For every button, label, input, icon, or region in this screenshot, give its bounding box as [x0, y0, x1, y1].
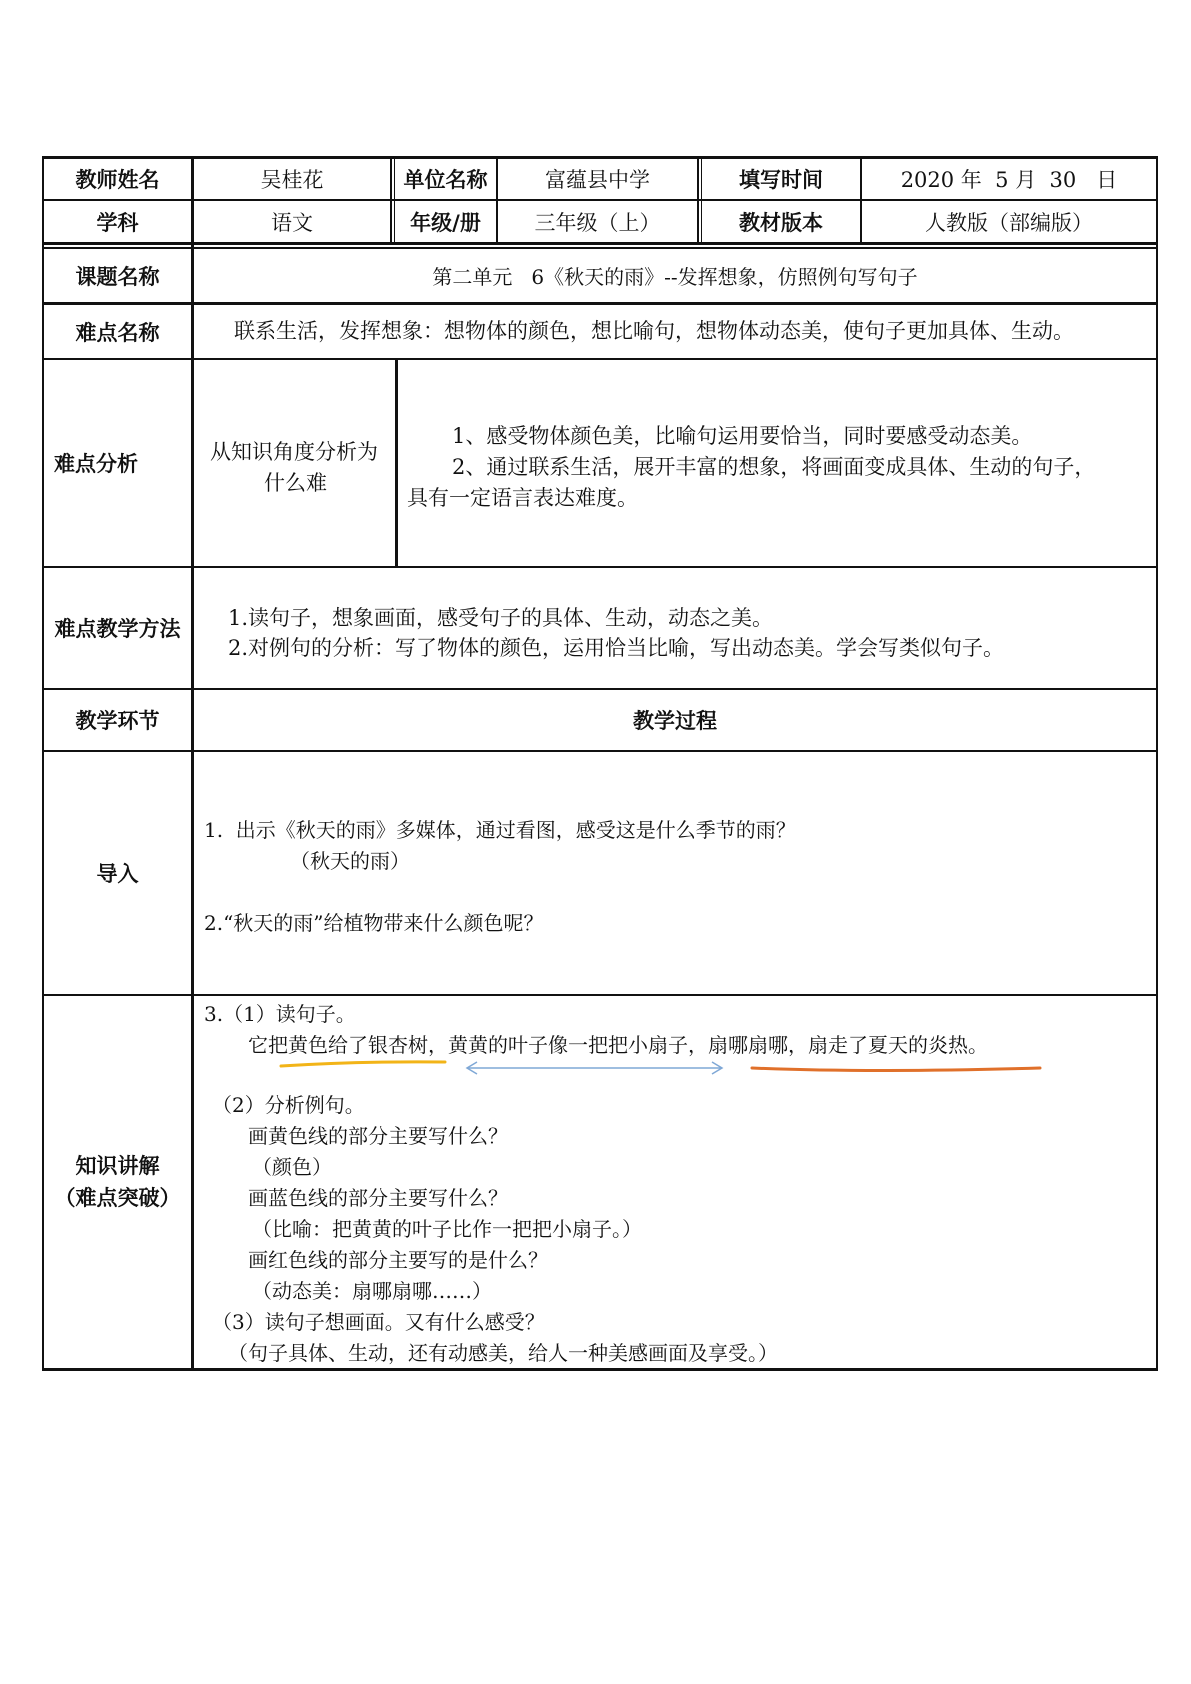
knowledge-line-1: 3.（1）读句子。 [204, 1002, 356, 1026]
knowledge-line-4: 画黄色线的部分主要写什么？ [248, 1124, 508, 1148]
analysis-line-3: 具有一定语言表达难度。 [407, 486, 638, 510]
analysis-label: 难点分析 [54, 452, 138, 476]
fill-time-value: 2020 年 5 月 30 日 [900, 168, 1118, 192]
knowledge-line-3: （2）分析例句。 [212, 1093, 365, 1117]
yellow-underline [281, 1062, 445, 1066]
teacher-name-label: 教师姓名 [75, 168, 160, 192]
analysis-sub-label-2: 什么难 [264, 471, 327, 495]
teacher-name-value: 吴桂花 [260, 168, 324, 192]
grade-label: 年级/册 [410, 210, 481, 235]
knowledge-label-line-2: （难点突破） [54, 1186, 181, 1210]
method-label: 难点教学方法 [54, 617, 181, 641]
process-label: 教学过程 [633, 709, 717, 733]
knowledge-line-9: （动态美：扇哪扇哪……） [252, 1279, 492, 1303]
topic-label: 课题名称 [75, 264, 160, 289]
subject-label: 学科 [96, 210, 139, 235]
method-line-1: 1.读句子，想象画面，感受句子的具体、生动，动态之美。 [228, 606, 774, 630]
analysis-sub-label-1: 从知识角度分析为 [210, 440, 378, 464]
unit-name-value: 富蕴县中学 [545, 168, 650, 192]
blue-double-arrow [467, 1062, 722, 1074]
subject-value: 语文 [271, 210, 313, 235]
difficulty-label: 难点名称 [75, 320, 160, 345]
orange-underline [752, 1068, 1040, 1071]
unit-name-label: 单位名称 [403, 168, 488, 192]
grade-value: 三年级（上） [534, 210, 661, 235]
method-line-2: 2.对例句的分析：写了物体的颜色，运用恰当比喻，写出动态美。学会写类似句子。 [228, 636, 1005, 660]
intro-line-2: （秋天的雨） [290, 849, 410, 873]
knowledge-line-8: 画红色线的部分主要写的是什么？ [248, 1248, 548, 1272]
edition-label: 教材版本 [739, 210, 823, 235]
analysis-line-2: 2、通过联系生活，展开丰富的想象，将画面变成具体、生动的句子， [452, 455, 1096, 479]
example-sentence: 它把黄色给了银杏树，黄黄的叶子像一把把小扇子，扇哪扇哪，扇走了夏天的炎热。 [248, 1033, 988, 1057]
difficulty-value: 联系生活，发挥想象：想物体的颜色，想比喻句，想物体动态美，使句子更加具体、生动。 [234, 319, 1074, 343]
knowledge-line-5: （颜色） [252, 1155, 332, 1179]
edition-value: 人教版（部编版） [925, 210, 1093, 235]
knowledge-line-7: （比喻：把黄黄的叶子比作一把把小扇子。） [252, 1217, 642, 1241]
intro-label: 导入 [96, 862, 139, 886]
topic-value: 第二单元 6《秋天的雨》--发挥想象，仿照例句写句子 [432, 265, 918, 289]
knowledge-line-11: （句子具体、生动，还有动感美，给人一种美感画面及享受。） [228, 1341, 778, 1365]
knowledge-label-line-1: 知识讲解 [75, 1154, 160, 1178]
intro-line-3: 2.“秋天的雨”给植物带来什么颜色呢？ [204, 911, 544, 935]
knowledge-line-6: 画蓝色线的部分主要写什么？ [248, 1186, 508, 1210]
analysis-line-1: 1、感受物体颜色美，比喻句运用要恰当，同时要感受动态美。 [452, 424, 1033, 448]
knowledge-line-10: （3）读句子想画面。又有什么感受？ [212, 1310, 545, 1334]
fill-time-label: 填写时间 [739, 168, 823, 192]
process-step-label: 教学环节 [75, 709, 160, 733]
intro-line-1: 1. 出示《秋天的雨》多媒体，通过看图，感受这是什么季节的雨？ [204, 818, 796, 842]
